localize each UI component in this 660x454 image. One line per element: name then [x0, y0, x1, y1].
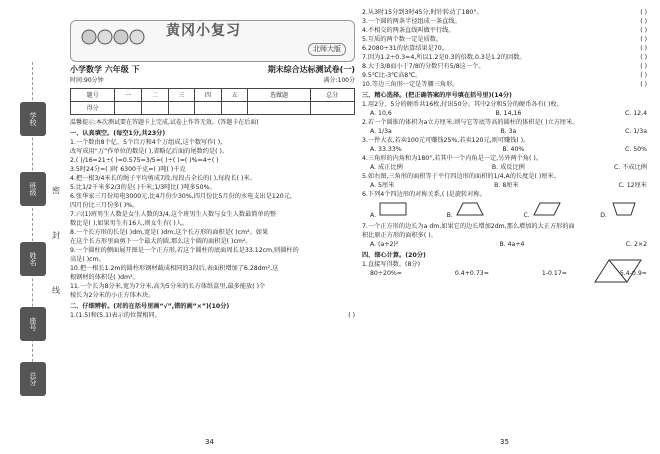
choice-question: 3.一件大衣,若卖100元可赚钱25%,若卖120元,则可赚钱( )。: [362, 137, 530, 144]
choice-question: 5.如右图,三角形的面积等于平行四边形的面积的1/4,A的长度是( )厘米。: [362, 173, 560, 180]
judge-item: 4.不相交的两条直线叫做平行线。 ( ): [362, 27, 647, 34]
binding-strip: [18, 62, 48, 392]
option: B. 40%: [502, 146, 525, 153]
option: A. 成正比例: [370, 164, 403, 171]
question: 10.把一根长1.2m的圆柱形钢材截成相同的3段后,表面积增加了6.28dm²,这: [70, 265, 279, 272]
rectangle-icon: [378, 201, 408, 217]
option: B. 14,16: [495, 110, 522, 117]
question: 8.一个长方形的长是( )dm,宽是( )dm,这个长方形的面积是( )cm²。如果: [70, 229, 269, 236]
calc-item: 1-0.17=: [541, 270, 567, 277]
class-label: 班级: [20, 172, 46, 206]
judge-item: 10.等边三角形一定是等腰三角形。 ( ): [362, 81, 647, 88]
choice-question: 1.用2分、5分的硬币共16枚,付出50分。其中2分和5分的硬币各有( )枚。: [362, 101, 563, 108]
question: 在这个长方形里面剪下一个最大的圆,那么这个圆的面积是( )cm²。: [70, 238, 252, 245]
section-2-title: 二、仔细辨析。(对的在括号里画“√”,错的画“×”)(10分): [70, 303, 230, 310]
judge-item: 3.一个圆的两条半径组成一条直线。 ( ): [362, 18, 647, 25]
score-cell[interactable]: [115, 102, 142, 115]
score-head: 选做题: [248, 89, 310, 102]
choice-question: 积比原正方形的面积多( )。: [362, 232, 437, 239]
judge-item: 2.从3时15分到3时45分,时针转动了180°。 ( ): [362, 9, 647, 16]
triangle-parallelogram-icon: [593, 258, 643, 284]
score-cell[interactable]: [141, 102, 168, 115]
time-info: 时间:90分钟: [70, 77, 104, 84]
option: C. 12,4: [624, 110, 647, 117]
left-page: [70, 20, 355, 440]
score-head: 五: [221, 89, 248, 102]
school-label: 学校: [20, 102, 46, 136]
judge-item: 6.2080÷31的估算结果是70。 ( ): [362, 45, 647, 52]
score-head: 二: [141, 89, 168, 102]
score-label: 得分: [71, 102, 115, 115]
question: 2.( )/16=21÷( )=0.575=3/5=( )÷( )=( )%=4÷( ): [70, 157, 219, 164]
total-label: 总分: [20, 362, 46, 396]
banner-title: 黄冈小复习: [166, 23, 241, 39]
parallelogram-icon: [532, 201, 562, 217]
subject: 小学数学 六年级 下: [70, 65, 140, 74]
question: 改写成用“万”作单位的数是( ),省略亿后面的尾数约是( )。: [70, 148, 229, 155]
cut-mark-3: 线: [52, 286, 60, 295]
option: C. 1/3a: [624, 128, 647, 135]
option-a: A.: [370, 201, 408, 220]
score-cell[interactable]: [168, 102, 195, 115]
score-cell[interactable]: [310, 102, 354, 115]
option-d: D.: [600, 201, 639, 220]
choice-question: 7.一个正方形的边长为a dm,如果它的边长增加2dm,那么增加的大正方形的面: [362, 223, 575, 230]
score-head: 题号: [71, 89, 115, 102]
option: A. 33.33%: [370, 146, 402, 153]
name-label: 姓名: [20, 242, 46, 276]
option: C. 2×2: [625, 241, 647, 248]
option: B. 3a: [500, 128, 517, 135]
question: 1.(1.5)和(5.1)表示的位置相同。 ( ): [70, 312, 355, 319]
section-4-title: 四、细心计算。(20分): [362, 252, 426, 259]
exam-title: 期末综合达标测试卷(一): [267, 65, 355, 74]
calc-item: 80÷20%=: [370, 270, 402, 277]
score-cell[interactable]: [221, 102, 248, 115]
edition-badge: 北师大版: [308, 43, 346, 56]
page-number-right: 35: [500, 438, 509, 446]
judge-item: 8.大于3/8而小于7/8的分数只有5/8这一个。 ( ): [362, 63, 647, 70]
option: C. 不成比例: [613, 164, 647, 171]
page-number-left: 34: [205, 438, 214, 446]
tip-note: 温馨提示:本次测试要在答题卡上完成,试卷上作答无效。(答题卡在后面): [70, 119, 259, 126]
question: 根钢材的体积是( )dm³。: [70, 274, 139, 281]
question: 四月份比三月份多( )%。: [70, 202, 139, 209]
option-b: B.: [447, 201, 485, 220]
calc-title: 1.直接写得数。(8分): [362, 261, 420, 268]
full-score: 满分:100分: [323, 77, 355, 84]
section-1-title: 一、认真填空。(每空1分,共23分): [70, 130, 166, 137]
option-c: C.: [523, 201, 561, 220]
kids-illustration-icon: [79, 25, 149, 55]
score-head: 四: [195, 89, 222, 102]
question: 9.一个圆柱的侧面展开图是一个正方形,若这个圆柱的底面周长是33.12cm,则圆柱的: [70, 247, 299, 254]
choice-question: 4.三角形的内角和为180°,若其中一个内角是一定,另外两个角( )。: [362, 155, 543, 162]
option: A. 1/3a: [370, 128, 392, 135]
question: 5.比1/2千米多2/3的是( )千米;1/3吨比( )吨多50%。: [70, 184, 216, 191]
shape-options: [362, 199, 647, 222]
option: A. 10,6: [370, 110, 392, 117]
option: B. 成反比例: [491, 164, 525, 171]
judge-item: 5.互质的两个数一定是质数。 ( ): [362, 36, 647, 43]
calc-item: 5.4-0.9=: [619, 270, 647, 277]
trapezoid-icon: [609, 201, 639, 217]
option: A. 5厘米: [370, 182, 395, 189]
question: 6.张华家三月份用电3000元,比4月份少30%,四月份比5月份的水电支出是120元,: [70, 193, 292, 200]
choice-question: 6.下列4个四边形的对称关系,( )是旋转对称。: [362, 191, 486, 198]
option: C. 50%: [624, 146, 647, 153]
section-3-title: 三、精心选择。(把正确答案的序号填在括号里)(14分): [362, 92, 512, 99]
question: 11.一个长为8分米,宽为7分米,高为5分米的长方体纸盒里,最多能放( )个: [70, 283, 266, 290]
question: 1.一个数由8个亿、5个百万和4个万组成,这个数写作( ),: [70, 139, 223, 146]
trapezoid-icon: [455, 201, 485, 217]
question: 7.六(1)班男生人数是女生人数的3/4,这个班男生人数与女生人数最简单的整: [70, 211, 277, 218]
seat-label: 座号: [20, 307, 46, 341]
question-text: 1.(1.5)和(5.1)表示的位置相同。: [70, 312, 161, 319]
score-table: [70, 88, 355, 115]
question: 高是( )cm。: [70, 256, 105, 263]
question: 棱长为2分米的小正方体木块。: [70, 292, 155, 299]
cut-mark-1: 密: [52, 186, 60, 195]
option: A. (a+2)²: [370, 241, 399, 248]
score-head: 一: [115, 89, 142, 102]
judge-item: 7.因为1.2÷0.3=4,所以1.2是0.3的倍数,0.3是1.2的因数。 ( ): [362, 54, 647, 61]
banner: [70, 20, 355, 62]
choice-question: 2.若一个圆锥的体积为a立方厘米,则与它等底等高的圆柱的体积是( )立方厘米。: [362, 119, 579, 126]
calc-item: 0.4+0.73=: [454, 270, 489, 277]
score-cell[interactable]: [248, 102, 310, 115]
question: 3.5时24分=( )时 6300千克=( )吨( )千克: [70, 166, 186, 173]
option: C. 12厘米: [618, 182, 647, 189]
right-page: [362, 8, 647, 448]
question: 数比是( ),如果男生有16人,则女生有( )人。: [70, 220, 189, 227]
cut-mark-2: 封: [52, 231, 60, 240]
score-cell[interactable]: [195, 102, 222, 115]
option: B. 4a+4: [499, 241, 525, 248]
judge-item: 9.5℃比-3℃高8℃。 ( ): [362, 72, 647, 79]
score-head: 三: [168, 89, 195, 102]
score-head: 总分: [310, 89, 354, 102]
question: 4.把一根3/4米长的绳子平均剪成7段,每段占全长的( ),每段长( )米。: [70, 175, 256, 182]
option: B. 8厘米: [494, 182, 519, 189]
